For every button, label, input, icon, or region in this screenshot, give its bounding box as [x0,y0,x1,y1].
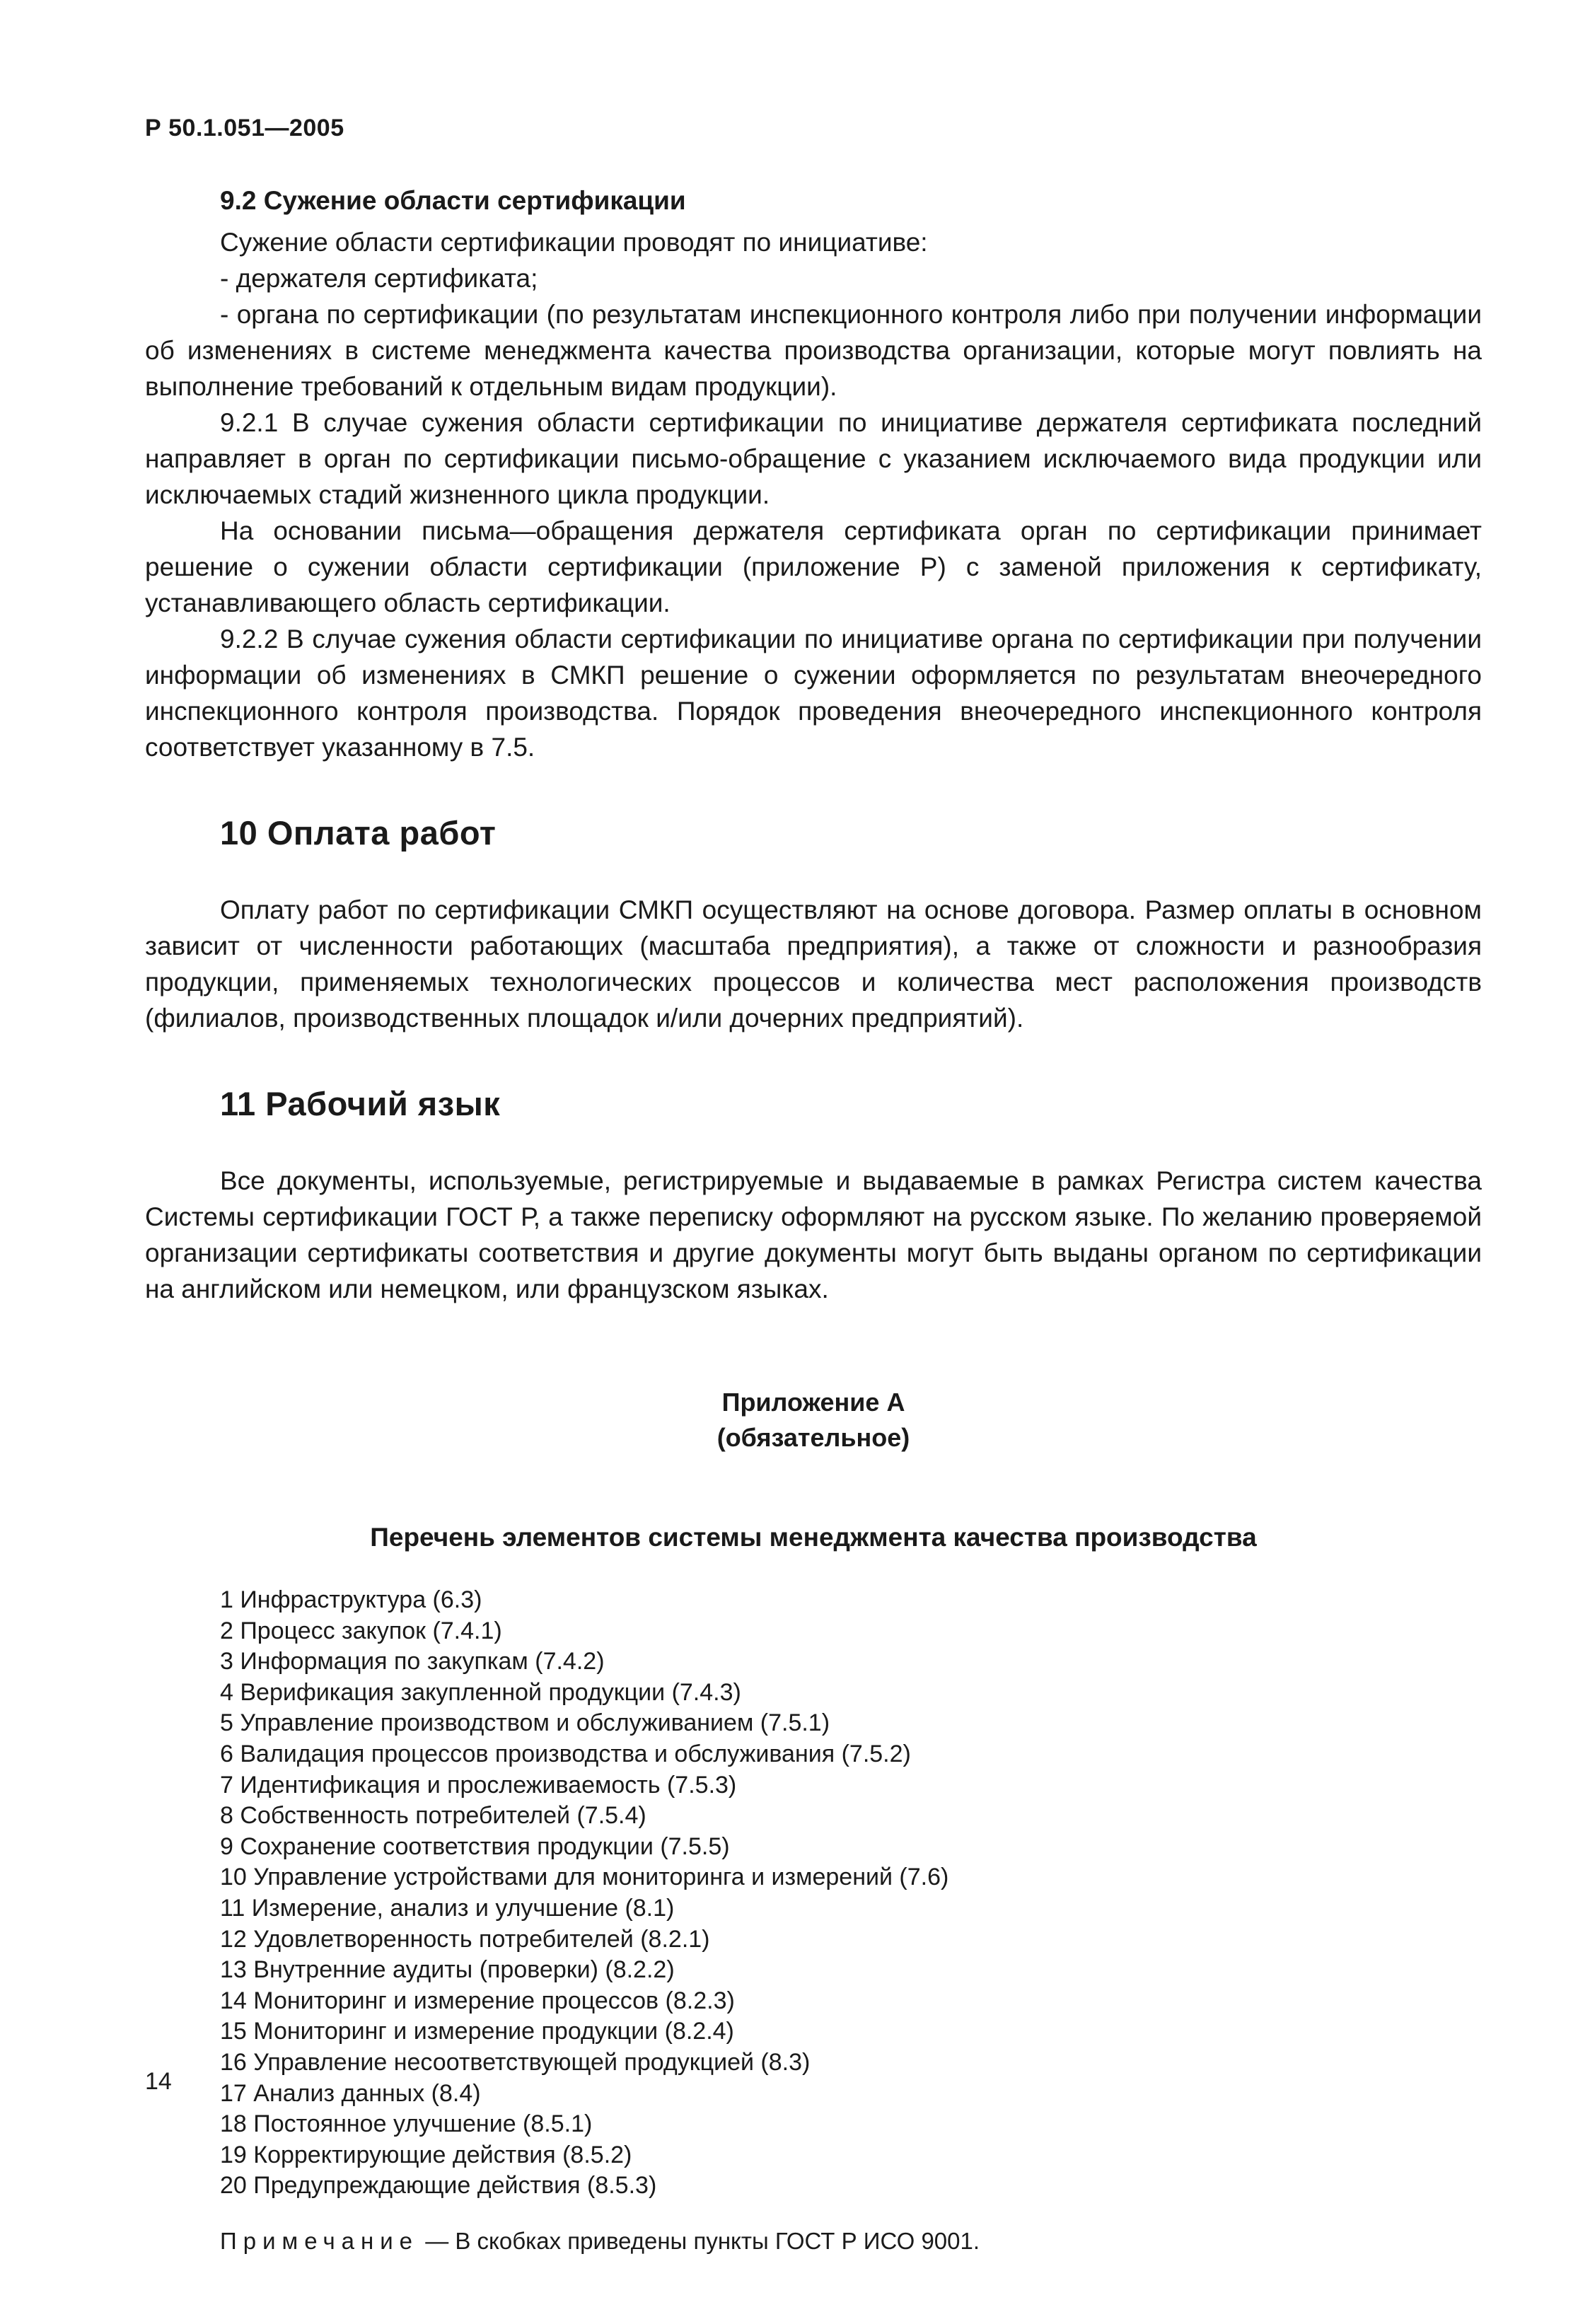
list-item: 17 Анализ данных (8.4) [220,2079,481,2107]
list-item: 18 Постоянное улучшение (8.5.1) [220,2110,593,2138]
section-10-title: 10 Оплата работ [220,814,497,852]
annex-label: Приложение А [721,1388,905,1417]
list-item: 3 Информация по закупкам (7.4.2) [220,1648,605,1675]
list-item: 7 Идентификация и прослеживаемость (7.5.3) [220,1771,737,1799]
list-item: 5 Управление производством и обслуживанием (7.5.1) [220,1709,830,1737]
page-content [145,182,1482,2259]
list-item: 1 Инфраструктура (6.3) [220,1586,482,1613]
list-item: 15 Мониторинг и измерение продукции (8.2.4) [220,2018,734,2045]
list-item: 16 Управление несоответствующей продукцией (8.3) [220,2048,811,2076]
list-item: 12 Удовлетворенность потребителей (8.2.1) [220,1925,710,1953]
list-item: 11 Измерение, анализ и улучшение (8.1) [220,1894,675,1922]
section-9-2-title: 9.2 Сужение области сертификации [220,186,686,215]
note-text: — В скобках приведены пункты ГОСТ Р ИСО 9001. [425,2227,980,2254]
annex-list [220,1585,1482,2202]
paragraph-9-2-1: 9.2.1 В случае сужения области сертификации по инициативе держателя сертификата последний направляет в орган по сертификации письмо-обращение с указанием исключаемого вида продукции или исключаемых стадий жизненного цикла продукции. [145,408,1482,509]
list-item: 20 Предупреждающие действия (8.5.3) [220,2172,657,2200]
page-number: 14 [145,2068,172,2095]
list-item: 13 Внутренние аудиты (проверки) (8.2.2) [220,1956,675,1984]
paragraph: На основании письма—обращения держателя сертификата орган по сертификации принимает решение о сужении области сертификации (приложение Р) с заменой приложения к сертификату, устанавливающего область сертификации. [145,516,1482,617]
annex-status: (обязательное) [716,1423,910,1452]
paragraph: Сужение области сертификации проводят по инициативе: [220,228,928,257]
list-item: - органа по сертификации (по результатам инспекционного контроля либо при получении информации об изменениях в системе менеджмента качества производства организации, которые могут повлиять на выполнение требований к отдельным видам продукции). [145,300,1482,401]
list-item: 2 Процесс закупок (7.4.1) [220,1617,502,1644]
document-code: Р 50.1.051—2005 [145,115,344,141]
note-label: Примечание [220,2227,419,2254]
list-item: 19 Корректирующие действия (8.5.2) [220,2141,632,2168]
list-item: 8 Собственность потребителей (7.5.4) [220,1802,646,1830]
list-item: - держателя сертификата; [220,264,538,293]
paragraph: Оплату работ по сертификации СМКП осуществляют на основе договора. Размер оплаты в основном зависит от численности работающих (масштаба предприятия), а также от сложности и разнообразия продукции, применяемых технологических процессов и количества мест расположения производств (филиалов, производственных площадок и/или дочерних предприятий). [145,895,1482,1033]
list-item: 10 Управление устройствами для мониторинга и измерений (7.6) [220,1864,949,1891]
list-item: 6 Валидация процессов производства и обслуживания (7.5.2) [220,1740,911,1767]
annex-heading: Перечень элементов системы менеджмента качества производства [370,1523,1257,1552]
list-item: 4 Верификация закупленной продукции (7.4.3) [220,1678,741,1706]
section-11-title: 11 Рабочий язык [220,1085,501,1122]
paragraph-9-2-2: 9.2.2 В случае сужения области сертификации по инициативе органа по сертификации при получении информации об изменениях в СМКП решение о сужении оформляется по результатам внеочередного инспекционного контроля производства. Порядок проведения внеочередного инспекционного контроля соответствует указанному в 7.5. [145,624,1482,762]
annex-title [145,1385,1482,1456]
list-item: 14 Мониторинг и измерение процессов (8.2.3) [220,1987,735,2014]
note [220,2223,1482,2259]
paragraph: Все документы, используемые, регистрируемые и выдаваемые в рамках Регистра систем качества Системы сертификации ГОСТ Р, а также переписку оформляют на русском языке. По желанию проверяемой организации сертификаты соответствия и другие документы могут быть выданы органом по сертификации на английском или немецком, или французском языках. [145,1166,1482,1303]
list-item: 9 Сохранение соответствия продукции (7.5.5) [220,1832,730,1860]
